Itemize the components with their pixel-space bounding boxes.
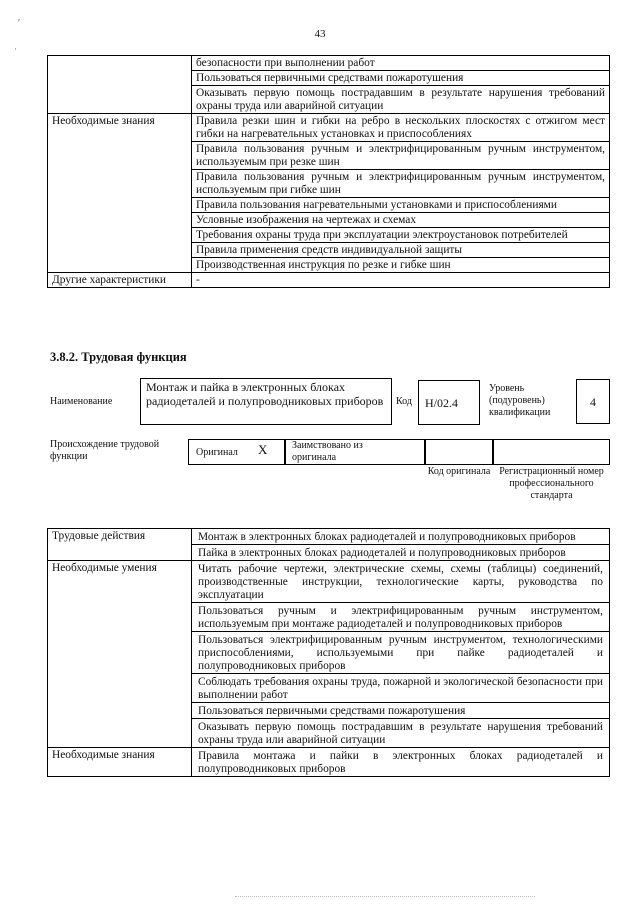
qualification-level-label: Уровень (подуровень) квалификации (489, 383, 551, 418)
registration-number-caption: Регистрационный номер профессионального стандарта (499, 466, 604, 501)
row-group-label: Необходимые знания (48, 114, 192, 273)
requirement-cell: Соблюдать требования охраны труда, пожарной и экологической безопасности при выполнении работ (192, 674, 610, 703)
table-row (48, 114, 610, 142)
requirement-cell: Правила применения средств индивидуальной защиты (192, 243, 610, 258)
table-row (48, 56, 610, 71)
requirement-cell: Пользоваться ручным и электрифицированным ручным инструментом, используемым при монтаже радиодеталей и полупроводниковых приборов (192, 603, 610, 632)
name-label: Наименование (50, 396, 113, 407)
requirement-cell: Пайка в электронных блоках радиодеталей и полупроводниковых приборов (192, 545, 610, 561)
row-group-label: Трудовые действия (48, 529, 192, 561)
table-row (48, 529, 610, 545)
original-code-caption: Код оригинала (427, 466, 491, 477)
table-row (48, 748, 610, 777)
origin-label: Происхождение трудовой функции (50, 439, 160, 462)
function-name-box: Монтаж и пайка в электронных блоках радиодеталей и полупроводниковых приборов (140, 378, 392, 425)
top-requirements-table (47, 55, 610, 288)
original-label: Оригинал (196, 447, 238, 458)
original-x-mark: X (258, 442, 268, 457)
corner-mark: ′ (18, 18, 21, 29)
requirement-cell: Правила монтажа и пайки в электронных блоках радиодеталей и полупроводниковых приборов (192, 748, 610, 777)
requirement-cell: Требования охраны труда при эксплуатации электроустановок потребителей (192, 228, 610, 243)
row-group-label: Другие характеристики (48, 273, 192, 288)
requirement-cell: Оказывать первую помощь пострадавшим в результате нарушения требований охраны труда или аварийной ситуации (192, 86, 610, 114)
requirement-cell: безопасности при выполнении работ (192, 56, 610, 71)
code-label: Код (396, 396, 412, 407)
registration-number-box (493, 439, 610, 465)
requirement-cell: Условные изображения на чертежах и схемах (192, 213, 610, 228)
bottom-function-table (47, 528, 610, 777)
function-code-box: H/02.4 (418, 380, 480, 425)
requirement-cell: Пользоваться электрифицированным ручным инструментом, технологическими приспособлениями, используемыми при пайке радиодеталей и полупроводниковых приборов (192, 632, 610, 674)
requirement-cell: Монтаж в электронных блоках радиодеталей и полупроводниковых приборов (192, 529, 610, 545)
row-group-label (48, 56, 192, 114)
page-number: 43 (314, 28, 326, 40)
row-group-label: Необходимые знания (48, 748, 192, 777)
requirement-cell: Производственная инструкция по резке и гибке шин (192, 258, 610, 273)
requirement-cell: Правила резки шин и гибки на ребро в нескольких плоскостях с отжигом мест гибки на нагревательных установках и приспособлениях (192, 114, 610, 142)
requirement-cell: Читать рабочие чертежи, электрические схемы, схемы (таблицы) соединений, производственные инструкции, технологические карты, руководства по эксплуатации (192, 561, 610, 603)
borrowed-label: Заимствовано из оригинала (292, 440, 363, 463)
requirement-cell: Правила пользования ручным и электрифицированным ручным инструментом, используемым при гибке шин (192, 170, 610, 198)
qualification-level-box: 4 (576, 379, 610, 424)
table-row (48, 561, 610, 603)
table-row (48, 273, 610, 288)
footer-divider (235, 896, 535, 897)
side-mark: · (14, 44, 17, 54)
original-code-box (425, 439, 493, 465)
section-heading: 3.8.2. Трудовая функция (50, 350, 187, 364)
requirement-cell: Оказывать первую помощь пострадавшим в результате нарушения требований охраны труда или аварийной ситуации (192, 719, 610, 748)
requirement-cell: Правила пользования нагревательными установками и приспособлениями (192, 198, 610, 213)
requirement-cell: Пользоваться первичными средствами пожаротушения (192, 703, 610, 719)
requirement-cell: Правила пользования ручным и электрифицированным ручным инструментом, используемым при резке шин (192, 142, 610, 170)
requirement-cell: - (192, 273, 610, 288)
requirement-cell: Пользоваться первичными средствами пожаротушения (192, 71, 610, 86)
row-group-label: Необходимые умения (48, 561, 192, 748)
